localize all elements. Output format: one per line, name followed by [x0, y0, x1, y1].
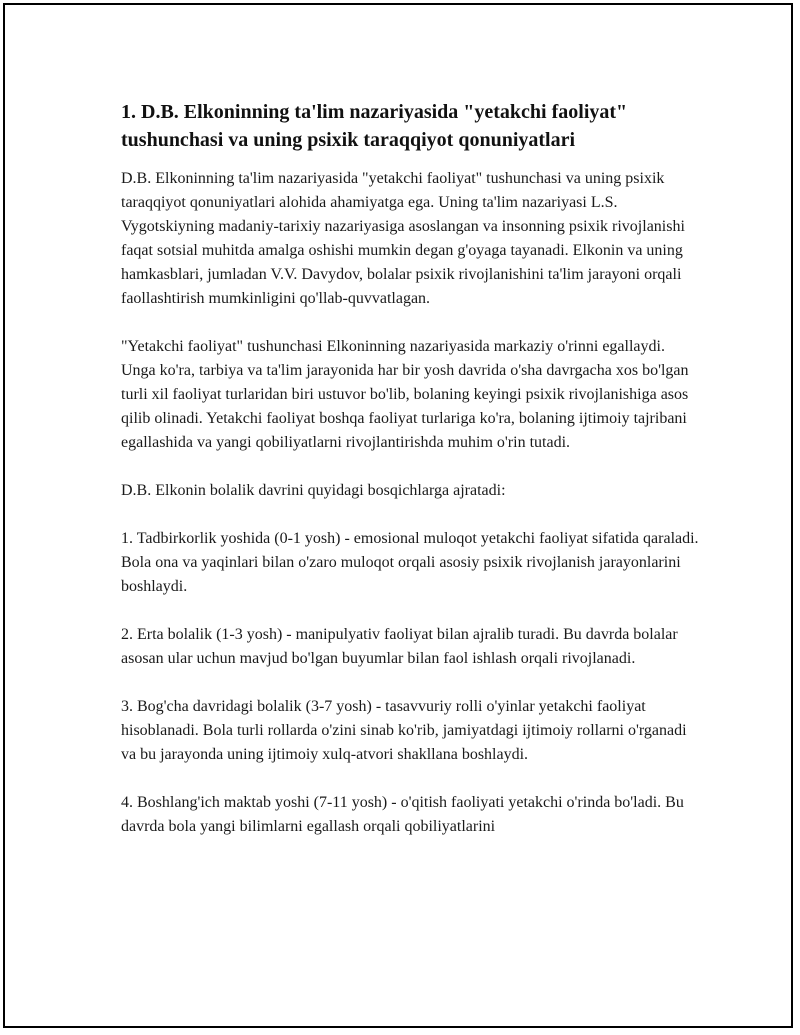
stages-intro-paragraph: D.B. Elkonin bolalik davrini quyidagi bosqichlarga ajratadi: [121, 482, 506, 499]
stage-4-paragraph: 4. Boshlang'ich maktab yoshi (7-11 yosh) - o'qitish faoliyati yetakchi o'rinda bo'ladi. Bu davrda bola yangi bilimlarni egallash orqali qobiliyatlarini [121, 794, 684, 835]
stage-2-paragraph: 2. Erta bolalik (1-3 yosh) - manipulyativ faoliyat bilan ajralib turadi. Bu davrda bolalar asosan ular uchun mavjud bo'lgan buyumlar bilan faol ishlash orqali rivojlanadi. [121, 626, 678, 667]
intro-paragraph: D.B. Elkoninning ta'lim nazariyasida "yetakchi faoliyat" tushunchasi va uning psixik taraqqiyot qonuniyatlari alohida ahamiyatga ega. Uning ta'lim nazariyasi L.S. Vygotskiyning madaniy-tarixiy nazariyasiga asoslangan va insonning psixik rivojlanishi faqat sotsial muhitda amalga oshishi mumkin degan g'oyaga tayanadi. Elkonin va uning hamkasblari, jumladan V.V. Davydov, bolalar psixik rivojlanishini ta'lim jarayoni orqali faollashtirish mumkinligini qo'llab-quvvatlagan. [121, 170, 685, 307]
page-frame [3, 3, 793, 1028]
leading-activity-paragraph: "Yetakchi faoliyat" tushunchasi Elkoninning nazariyasida markaziy o'rinni egallaydi. Unga ko'ra, tarbiya va ta'lim jarayonida har bir yosh davrida o'sha davrgacha xos bo'lgan turli xil faoliyat turlaridan biri ustuvor bo'lib, bolaning keyingi psixik rivojlanishiga asos qilib olinadi. Yetakchi faoliyat boshqa faoliyat turlariga ko'ra, bolaning ijtimoiy tajribani egallashida va yangi qobiliyatlarni rivojlantirishda muhim o'rin tutadi. [121, 338, 689, 451]
document-title: 1. D.B. Elkoninning ta'lim nazariyasida "yetakchi faoliyat" tushunchasi va uning psixik taraqqiyot qonuniyatlari [121, 101, 628, 151]
stage-1-paragraph: 1. Tadbirkorlik yoshida (0-1 yosh) - emosional muloqot yetakchi faoliyat sifatida qaraladi. Bola ona va yaqinlari bilan o'zaro muloqot orqali asosiy psixik rivojlanish jarayonlarini boshlaydi. [121, 530, 699, 595]
stage-3-paragraph: 3. Bog'cha davridagi bolalik (3-7 yosh) - tasavvuriy rolli o'yinlar yetakchi faoliyat hisoblanadi. Bola turli rollarda o'zini sinab ko'rib, jamiyatdagi ijtimoiy rollarni o'rganadi va bu jarayonda uning ijtimoiy xulq-atvori shakllana boshlaydi. [121, 698, 687, 763]
document-content [121, 98, 701, 863]
